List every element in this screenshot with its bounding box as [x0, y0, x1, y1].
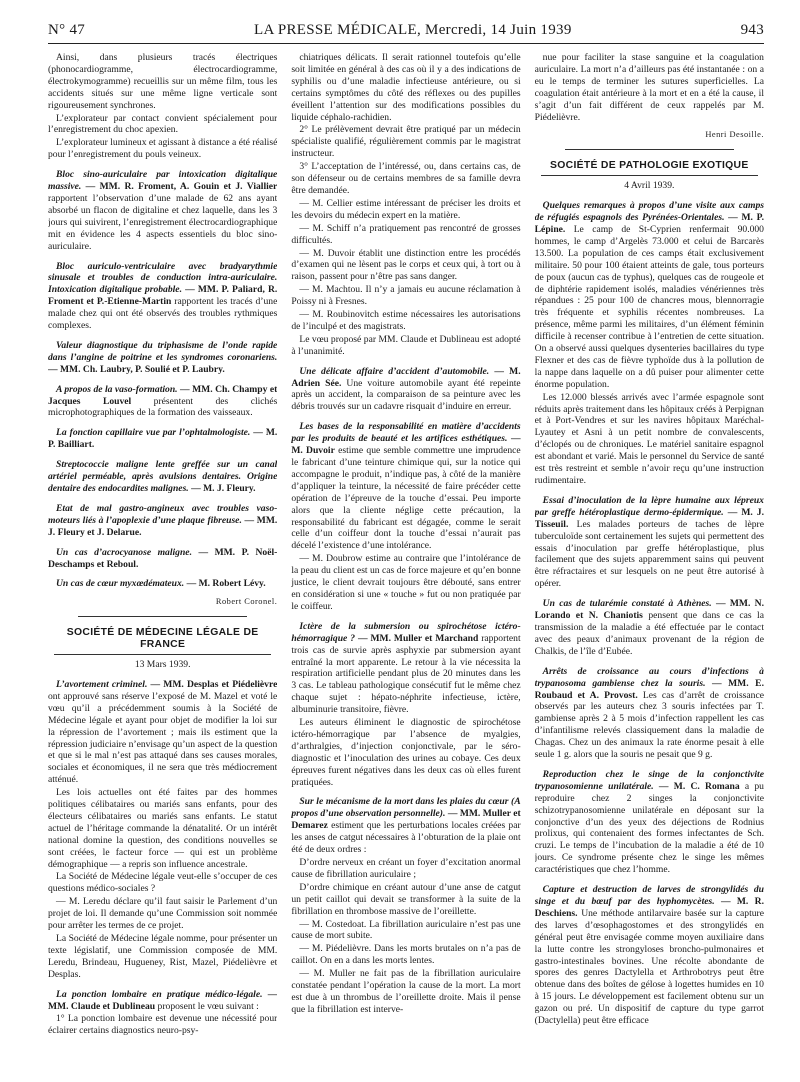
paragraph: — M. Schiff n’a pratiquement pas rencontré de grosses difficultés. [291, 222, 521, 246]
communication-title: Bloc auriculo-ventriculaire avec bradyarythmie sinusale et troubles de conduction intra-auriculaire. Intoxication digitalique probable. [48, 260, 278, 296]
page-header [48, 22, 764, 44]
author-signature: Henri Desoille. [705, 130, 764, 140]
paragraph: nue pour faciliter la stase sanguine et la coagulation auriculaire. La mort n’a d’ailleurs pas été instantanée : on a eu le temps de terminer les sutures superficielles. La coagulation était antérieure à la mort et en a été la cause, il s’agit d’un fait différent de ceux rappelés par M. Piédelièvre. [534, 52, 764, 123]
paragraph: — M. Costedoat. La fibrillation auriculaire n’est pas une cause de mort subite. [291, 918, 521, 942]
paragraph: — M. Duvoir établit une distinction entre les procédés d’examen qui ne lèsent pas le corps et ceux qui, à tort ou à raison, passent pour n’être pas sans danger. [291, 247, 521, 283]
communication-authors: — MM. J. Fleury et J. Delarue. [48, 514, 278, 538]
communication-title: Essai d’inoculation de la lèpre humaine aux lépreux par greffe hétéroplastique dermo-épidermique. [534, 494, 764, 518]
communication-text: Les malades porteurs de taches de lèpre tuberculoïde sont certainement les sujets qui permettent des essais d’inoculation par greffe hétéroplastique, plus facilement que des sujets apparemment sains qui peuvent être réfractaires et sur lesquels on ne peut être autorisé à opérer. [534, 518, 764, 590]
paragraph: chiatriques délicats. Il serait rationnel toutefois qu’elle soit limitée en général à des cas où il y a des indications de syphilis ou d’une maladie infectieuse antérieure, ou si certains symptômes du côté des réflexes ou des pupilles éveillent l’attention sur des modifications possibles du liquide céphalo-rachidien. [291, 52, 521, 123]
communication-title: Arrêts de croissance au cours d’infections à trypanosoma gambiense chez la souris. [534, 665, 764, 689]
communication-title: Un cas de cœur myxœdémateux. [56, 578, 185, 590]
communication [291, 621, 520, 716]
communication [48, 459, 277, 495]
communication-title: Capture et destruction de larves de strongylidés du singe et du bœuf par des hyphomycètes. [534, 884, 764, 907]
paragraph: La Société de Médecine légale nomme, pour présenter un texte législatif, une Commission composée de MM. Leredu, Brindeau, Hugueney, Rist, Mazel, Piédelièvre et Desplas. [48, 933, 278, 980]
communication-title: Bloc sino-auriculaire par intoxication digitalique massive. [48, 169, 278, 193]
communication-title: Etat de mal gastro-angineux avec troubles vaso-moteurs liés à l’apoplexie d’une plaque fibreuse. [48, 502, 278, 526]
communication-authors: — M. J. Tisseuil. [534, 506, 764, 530]
paragraph: — M. Doubrow estime au contraire que l’intolérance de la peau du client est un cas de force majeure et qu’en bonne justice, le client devrait toujours être débouté, sans entrer en considération si une « touche » fut ou non pratiquée par le coiffeur. [291, 553, 521, 612]
paragraph: Les lois actuelles ont été faites par des hommes politiques célibataires ou mariés sans enfants, pour des électeurs célibataires ou mariés sans enfants. Le statut actuel de l’héritage commande la dénatalité. Or un intérêt national domine la question, des conditions nouvelles se sont créées, le facteur force — qui est un problème démographique — a repris son influence ancestrale. [48, 787, 278, 870]
communication [291, 796, 520, 856]
communication-text: ont approuvé sans réserve l’exposé de M. Mazel et voté le vœu qu’il a précédemment soumis à la Société de Médecine légale et ayant pour objet de modifier la loi sur la répression de l’avortement ; mais ils estiment que la répression judiciaire n’envisage qu’un aspect de la question et que si le mal n’est pas attaqué dans ses causes morales, sociales et économiques, il ne sera que très médiocrement atténué. [48, 690, 278, 786]
section-heading: SOCIÉTÉ DE MÉDECINE LÉGALE DE FRANCE [54, 627, 271, 655]
communication [48, 503, 277, 539]
paragraph: Ainsi, dans plusieurs tracés électriques (phonocardiogramme, électrocardiogramme, électrokymogramme) recueillis sur un même film, tous les accidents situés sur une même ligne verticale sont rigoureusement synchrones. [48, 52, 278, 111]
communication-authors: — M. P. Lépine. [534, 212, 764, 235]
page-title: LA PRESSE MÉDICALE, Mercredi, 14 Juin 1939 [254, 22, 572, 38]
communication-authors: — MM. E. Roubaud et A. Provost. [534, 677, 764, 701]
paragraph: 1° La ponction lombaire est devenue une nécessité pour éclairer certains diagnostics neuro-psy- [48, 1013, 278, 1037]
paragraph: L’explorateur lumineux et agissant à distance a été réalisé pour l’enregistrement du pouls veineux. [48, 137, 278, 161]
paragraph: Les auteurs éliminent le diagnostic de spirochétose ictéro-hémorragique par l’absence de myalgies, d’arthralgies, d’injection conjonctivale, par le séro-diagnostic et l’inoculation des urines au cobaye. Ces deux épreuves furent négatives dans les deux cas où elles furent pratiquées. [291, 717, 521, 788]
communication [535, 769, 764, 876]
communication-text: pensent que dans ce cas la transmission de la maladie a été effectuée par le contact avec des peaux d’animaux provenant de la région de Chalkis, de l’île d’Eubée. [534, 610, 764, 657]
communication-title: Sur le mécanisme de la mort dans les plaies du cœur (A propos d’une observation personnelle). [291, 796, 521, 820]
communication-title: Un cas d’acrocyanose maligne. [56, 546, 192, 558]
communication-authors: — M. R. Deschiens. [534, 896, 764, 919]
session-date: 13 Mars 1939. [134, 659, 191, 671]
communication-authors: — M. C. Romana [653, 780, 740, 792]
paragraph: — M. Machtou. Il n’y a jamais eu aucune réclamation à Poissy ni à Fresnes. [291, 284, 521, 308]
communication [48, 261, 277, 332]
communication-text: Le camp de St-Cyprien renfermait 90.000 hommes, le camp d’Argelès 73.000 et celui de Barcarès 13.500. La population de ces camps était exclusivement militaire. 50 pour 100 étaient atteints de gale, tous porteurs de poux (aucun cas de typhus), quelques cas de rougeole et de diphtérie rapidement isolés, maladies vénériennes très répandues : 25 pour 100 de chancres mous, blennorragie très fréquente et syphilis récentes nombreuses. La présence, même parmi les militaires, d’un élément féminin difficile à recenser contribue à l’entretien de cette situation. On a observé aussi quelques dysenteries bacillaires du type Flexner et des cas de fièvre typhoïde dus à la pollution de la nappe dans laquelle on a dû puiser pour alimenter cette énorme population. [534, 223, 764, 390]
paragraph: D’ordre nerveux en créant un foyer d’excitation anormal cause de fibrillation auriculaire ; [291, 857, 521, 880]
communication-authors: — MM. N. Lorando et N. Chaniotis [534, 598, 764, 622]
communication-title: Les bases de la responsabilité en matière d’accidents par les produits de beauté et les artifices esthétiques. [291, 421, 521, 445]
communication [535, 495, 764, 590]
communication [48, 679, 277, 786]
communication-authors: — M. J. Fleury. [188, 483, 256, 494]
author-signature: Robert Coronel. [215, 597, 278, 607]
paragraph: — M. Piédelièvre. Dans les morts brutales on n’a pas de caillot. On en a dans les morts lentes. [291, 943, 521, 967]
communication [291, 421, 520, 552]
communication-title: Une délicate affaire d’accident d’automobile. [299, 365, 490, 377]
paragraph: — M. Leredu déclare qu’il faut saisir le Parlement d’un projet de loi. Il demande qu’une Commission soit nommée pour arrêter les termes de ce projet. [48, 896, 278, 932]
communication-authors: — MM. P. Paliard, R. Froment et P.-Etienne-Martin [48, 284, 278, 308]
communication-text: Les cas d’arrêt de croissance observés par les auteurs chez 3 souris infectées par T. gambiense après 2 à 5 mois d’infection rappellent les cas d’infantilisme relevés classiquement dans la maladie de Chagas. Chez un des animaux la rate énorme pesait à elle seule 1 g. alors que la souris ne pesait que 9 g. [534, 689, 764, 761]
paragraph: 3° L’acceptation de l’intéressé, ou, dans certains cas, de son défenseur ou de certains membres de sa famille devra être demandée. [291, 161, 521, 196]
paragraph: Les 12.000 blessés arrivés avec l’armée espagnole sont réduits après traitement dans les hôpitaux créés à Perpignan et à Port-Vendres et sur les navires hôpitaux Maréchal-Lyautey et Asni à un petit nombre de convalescents, d’éclopés ou de chroniques. Le matériel sanitaire espagnol est abondant et varié. Mais le personnel du Service de santé est très restreint et semble n’avoir reçu qu’une instruction rudimentaire. [534, 391, 764, 486]
communication-title: La fonction capillaire vue par l’ophtalmologiste. [56, 427, 251, 439]
communication-authors: — MM. Claude et Dublineau [48, 988, 278, 1012]
text-columns [48, 52, 764, 1072]
communication-title: L’avortement criminel. [56, 678, 148, 690]
communication-text: proposent le vœu suivant : [155, 1000, 259, 1012]
communication-title: Ictère de la submersion ou spirochétose ictéro-hémorragique ? [291, 620, 521, 644]
communication [48, 169, 277, 252]
communication-title: A propos de la vaso-formation. [56, 383, 178, 395]
communication-title: La ponction lombaire en pratique médico-légale. [56, 988, 263, 1000]
communication-text: Une voiture automobile ayant été repeinte après un accident, la comparaison de sa peinture avec les débris trouvés sur un cadavre risquait d’induire en erreur. [291, 377, 521, 413]
separator-rule [565, 149, 734, 150]
communication-authors: — MM. Muller et Marchand [355, 632, 479, 644]
paragraph: La Société de Médecine légale veut-elle s’occuper de ces questions médico-sociales ? [48, 871, 278, 895]
communication-authors: — M. Robert Lévy. [184, 578, 266, 590]
session-date: 4 Avril 1939. [624, 180, 675, 192]
page-number: 943 [740, 22, 764, 38]
communication-title: Valeur diagnostique du triphasisme de l’onde rapide dans l’angine de poitrine et les syndromes coronariens. [48, 339, 278, 363]
paragraph: — M. Muller ne fait pas de la fibrillation auriculaire constatée pendant l’opération la cause de la mort. La mort est due à un thrombus de l’oreillette droite. Mais il pense que la fibrillation est interve- [291, 968, 521, 1015]
communication-text: rapportent trois cas de survie après asphyxie par submersion ayant entraîné la mort apparente. Le retour à la vie nécessita la respiration artificielle pendant plus de 20 minutes dans les 3 cas. Le tableau pathologique consécutif fut le même chez chaque sujet : hépato-néphrite infectieuse, ictère, albuminurie transitoire, fièvre. [291, 632, 521, 716]
communication-text: rapportent l’observation d’une malade de 62 ans ayant absorbé un flacon de digitaline et chez laquelle, dans les 3 jours qui suivirent, l’enregistrement électrocardiographique mit en évidence les 4 aspects essentiels du bloc sino-auriculaire. [48, 192, 278, 252]
communication [535, 200, 764, 391]
communication [48, 578, 277, 590]
communication-text: rapportent les tracés d’une malade chez qui ont été observés des troubles rythmiques complexes. [48, 296, 278, 332]
paragraph: 2° Le prélèvement devrait être pratiqué par un médecin spécialiste qualifié, régulièrement commis par le magistrat instructeur. [291, 124, 521, 160]
communication [48, 989, 277, 1013]
communication [291, 366, 520, 414]
communication-text: présentent des clichés microphotographiques de la formation des vaisseaux. [48, 395, 278, 419]
communication-title: Quelques remarques à propos d’une visite aux camps de réfugiés espagnols des Pyrénées-Orientales. [534, 200, 764, 224]
paragraph: L’explorateur par contact convient spécialement pour l’enregistrement du choc apexien. [48, 112, 278, 136]
communication-title: Streptococcie maligne lente greffée sur un canal artériel perméable, après avulsions dentaires. Origine dentaire des endocardites malignes. [48, 459, 278, 494]
paragraph: D’ordre chimique en créant autour d’une anse de catgut un petit caillot qui devait se transformer à la suite de la fibrillation en thrombose massive de l’oreillette. [291, 881, 521, 917]
column-1 [48, 52, 277, 1072]
communication [48, 384, 277, 420]
communication-authors: — MM. P. Noël-Deschamps et Reboul. [48, 546, 278, 570]
communication-authors: — M. P. Bailliart. [48, 427, 278, 451]
column-3 [535, 52, 764, 1072]
section-heading: SOCIÉTÉ DE PATHOLOGIE EXOTIQUE [541, 160, 758, 176]
communication-authors: — MM. Desplas et Piédelièvre [147, 678, 278, 690]
communication [535, 666, 764, 761]
communication-title: Un cas de tularémie constaté à Athènes. [542, 598, 712, 610]
communication-authors: — MM. Ch. Champy et Jacques Louvel [48, 383, 278, 407]
paragraph: Le vœu proposé par MM. Claude et Dublineau est adopté à l’unanimité. [291, 333, 521, 357]
communication [48, 340, 277, 376]
paragraph: — M. Cellier estime intéressant de préciser les droits et les devoirs du médecin expert en la matière. [291, 197, 521, 221]
communication-authors: — M. Adrien Sée. [291, 365, 521, 389]
communication-text: estime que semble commettre une imprudence le fabricant d’une teinture chimique qui, sur la notice qui accompagne le produit, n’indique pas, à côté de la manière d’appliquer la teinture, la nécessité de faire précéder cette opération de l’épreuve de la touche d’essai. Peu importe alors que la cliente néglige cette précaution, la responsabilité du fabricant est dégagée, comme le serait celle d’un coiffeur dont la touche d’essai n’aurait pas décelé l’existence d’une intolérance. [291, 445, 521, 552]
communication-authors: — MM. R. Froment, A. Gouin et J. Viallier [81, 181, 278, 193]
column-2 [291, 52, 520, 1072]
communication-title: Reproduction chez le singe de la conjonctivite trypanosomienne unilatérale. [534, 768, 764, 792]
communication [48, 427, 277, 451]
paragraph: — M. Roubinovitch estime nécessaires les autorisations de l’inculpé et des magistrats. [291, 309, 521, 332]
communication [535, 598, 764, 658]
communication-text: Une méthode antilarvaire basée sur la capture des larves d’œsophagostomes et des strongylidés en général peut être envisagée comme moyen auxiliaire dans la lutte contre les strongyloses broncho-pulmonaires et gastro-intestinales bovines. Une récolte abondante de spores des genres Dactylella et Arthrobotrys peut être obtenue dans des boîtes de gélose à logettes humides en 10 à 15 jours. Le développement est facilement obtenu sur un gazon ou pré. Un dispositif de capture du type garrot (Dactylella) peut être efficace [534, 907, 764, 1027]
communication [48, 547, 277, 571]
issue-number: N° 47 [48, 22, 86, 38]
communication [535, 884, 764, 1027]
communication-text: a pu reproduire chez 2 singes la conjonctivite schizotrypanosomienne unilatérale en déposant sur la conjonctive d’un des yeux des déjections de Rodnius prolixus, qui contenaient des formes infectantes de Sch. cruzi. Le temps de l’incubation de la maladie a été de 10 jours. Ce syndrome présente chez le singe les mêmes caractéristiques que chez l’homme. [534, 780, 764, 876]
communication-authors: — M. Duvoir [291, 433, 521, 457]
communication-authors: — MM. Ch. Laubry, P. Soulié et P. Laubry. [48, 363, 225, 375]
communication-text: estiment que les perturbations locales créées par les anses de catgut nécessaires à l’obturation de la plaie ont été de deux ordres : [291, 820, 521, 856]
communication-authors: — MM. Muller et Demarez [291, 808, 521, 832]
separator-rule [78, 616, 247, 617]
